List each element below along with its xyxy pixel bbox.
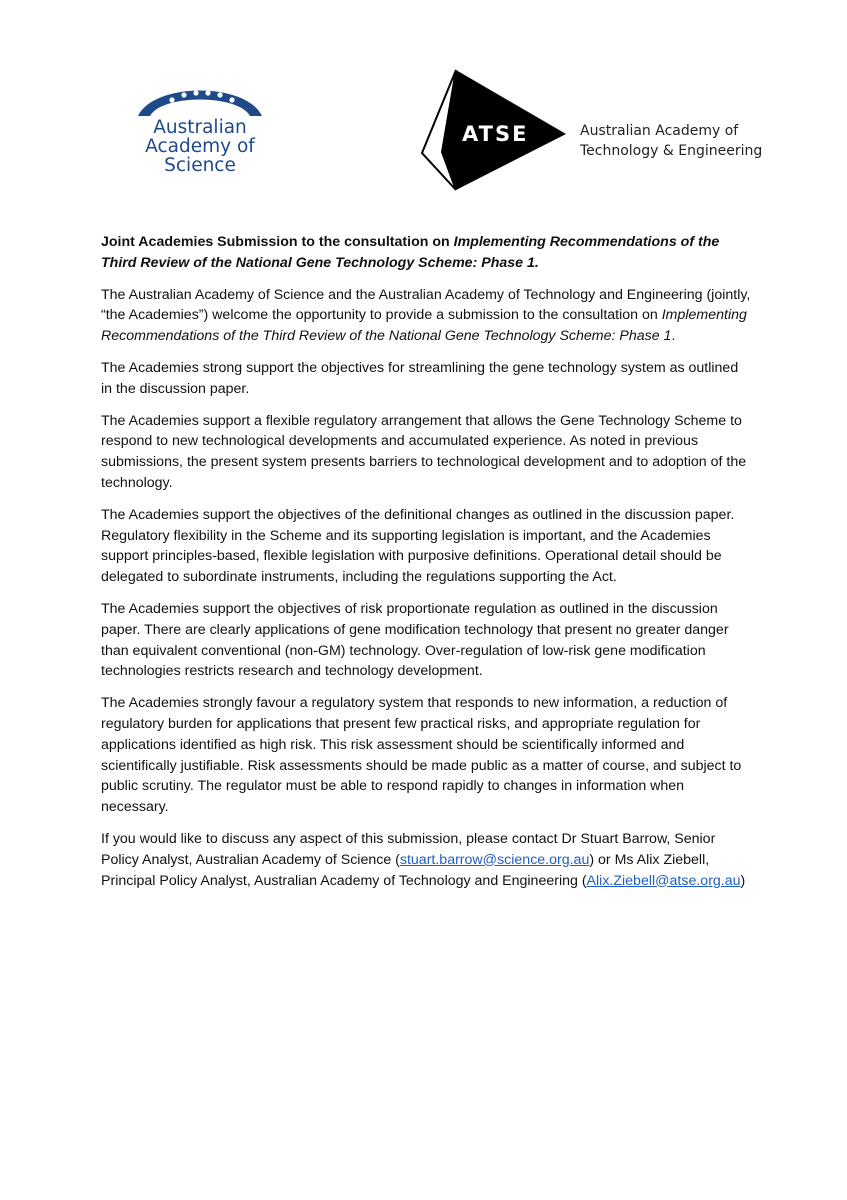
document-title: Joint Academies Submission to the consultation on Implementing Recommendations of the Third Review of the National Gene Technology Scheme: Phase 1. [101, 234, 720, 271]
atse-wordmark: Australian Academy of Technology & Engineering [580, 123, 763, 159]
atse-logo [420, 68, 780, 193]
paragraph-definitional-changes: The Academies support the objectives of the definitional changes as outlined in the discussion paper. Regulatory flexibility in the Scheme and its supporting legislation is important, and the Academies support principles-based, flexible legislation with purposive definitions. Operational detail should be delegated to subordinate instruments, including the regulations supporting the Act. [101, 506, 735, 586]
aas-logo [130, 78, 270, 188]
email-link-barrow[interactable]: stuart.barrow@science.org.au [399, 851, 590, 868]
atse-mark: ATSE [462, 122, 529, 146]
paragraph-contact: If you would like to discuss any aspect of this submission, please contact Dr Stuart Barrow, Senior Policy Analyst, Australian Academy of Science (stuart.barrow@science.org.au) or Ms Alix Ziebell, Principal Policy Analyst, Australian Academy of Technology and Engineering (Alix.Ziebell@atse.org.au) [101, 830, 746, 889]
paragraph-streamlining: The Academies strong support the objectives for streamlining the gene technology system as outlined in the discussion paper. [101, 359, 739, 397]
paragraph-intro: The Australian Academy of Science and the Australian Academy of Technology and Engineering (jointly, “the Academies”) welcome the opportunity to provide a submission to the consultation on Implementing Recommendations of the Third Review of the National Gene Technology Scheme: Phase 1. [101, 286, 751, 345]
document-body [101, 232, 751, 902]
paragraph-regulatory-system: The Academies strongly favour a regulatory system that responds to new information, a reduction of regulatory burden for applications that present few practical risks, and appropriate regulation for applications identified as high risk. This risk assessment should be scientifically informed and scientifically justifiable. Risk assessments should be made public as a matter of course, and subject to public scrutiny. The regulator must be able to respond rapidly to changes in information when necessary. [101, 695, 742, 816]
paragraph-flexible-regulation: The Academies support a flexible regulatory arrangement that allows the Gene Technology Scheme to respond to new technological developments and accumulated experience. As noted in previous submissions, the present system presents barriers to technological development and to adoption of the technology. [101, 412, 747, 491]
aas-arch-icon [134, 78, 266, 118]
paragraph-risk-proportionate: The Academies support the objectives of risk proportionate regulation as outlined in the discussion paper. There are clearly applications of gene modification technology that present no greater danger than equivalent conventional (non-GM) technology. Over-regulation of low-risk gene modification technologies restricts research and technology development. [101, 600, 729, 680]
aas-wordmark: Australian Academy of Science [145, 117, 255, 176]
email-link-ziebell[interactable]: Alix.Ziebell@atse.org.au [586, 872, 741, 889]
